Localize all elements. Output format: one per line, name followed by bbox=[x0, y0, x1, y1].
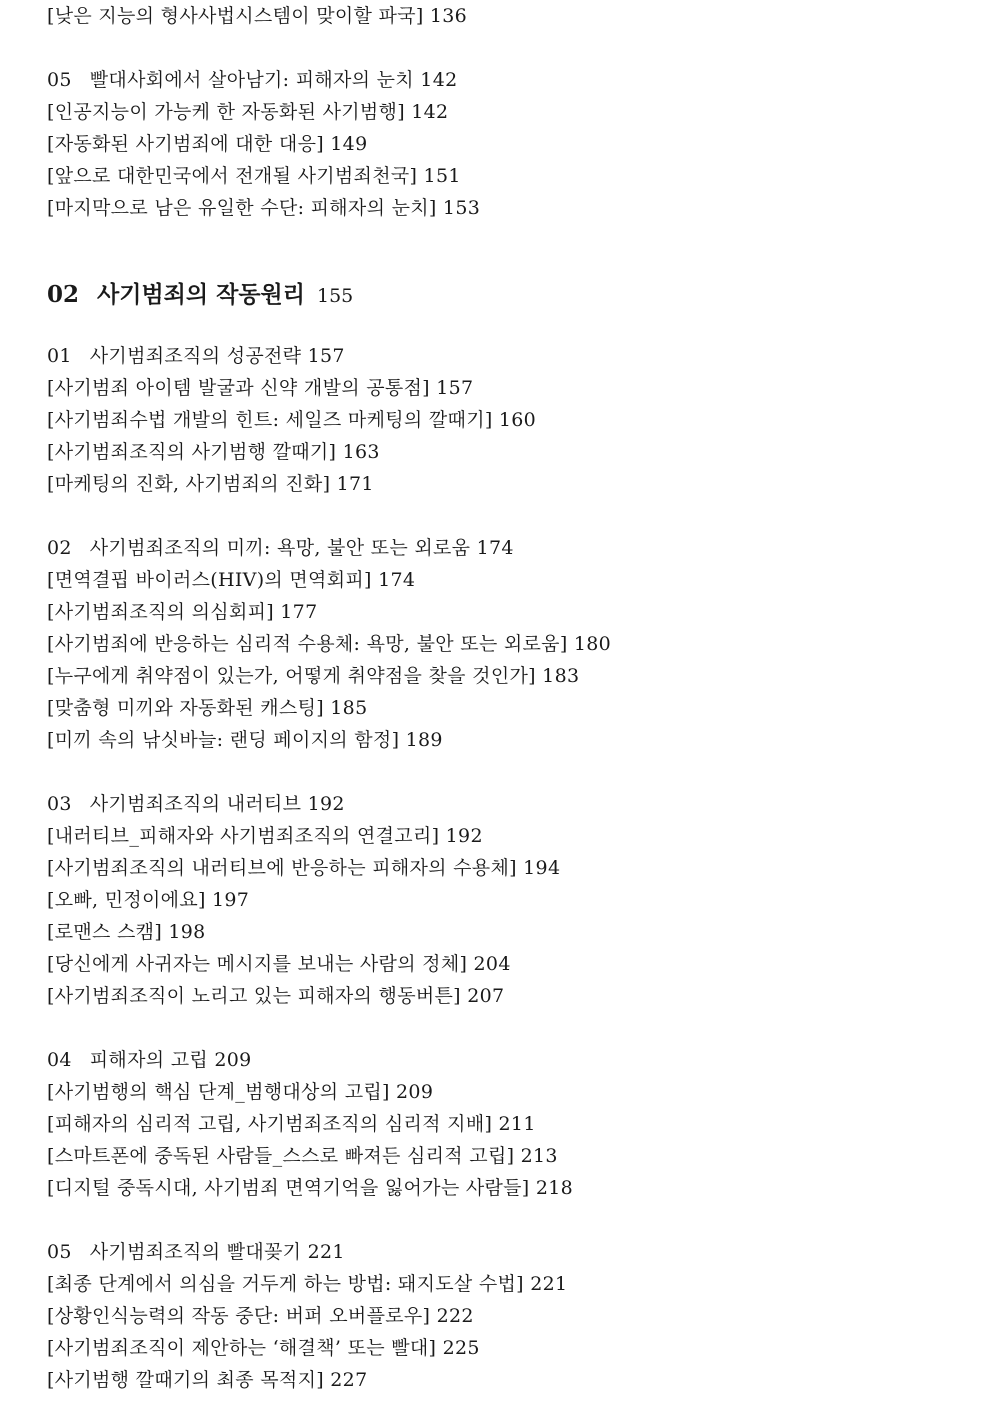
toc-entry: [사기범행 깔때기의 최종 목적지] 227 bbox=[47, 1369, 368, 1391]
toc-section bbox=[47, 340, 967, 500]
section-number: 05 bbox=[47, 1241, 72, 1263]
section-title: 사기범죄조직의 빨대꽂기 221 bbox=[89, 1241, 345, 1263]
chapter-title: 사기범죄의 작동원리 bbox=[97, 281, 305, 308]
section-title: 사기범죄조직의 내러티브 192 bbox=[89, 793, 345, 815]
toc-entry: [사기범죄수법 개발의 힌트: 세일즈 마케팅의 깔때기] 160 bbox=[47, 409, 537, 431]
toc-entry: [누구에게 취약점이 있는가, 어떻게 취약점을 찾을 것인가] 183 bbox=[47, 665, 580, 687]
toc-entry: [최종 단계에서 의심을 거두게 하는 방법: 돼지도살 수법] 221 bbox=[47, 1273, 568, 1295]
toc-entry: [로맨스 스캠] 198 bbox=[47, 921, 206, 943]
toc-entry: [사기범죄조직의 의심회피] 177 bbox=[47, 601, 318, 623]
toc-entry: [면역결핍 바이러스(HIV)의 면역회피] 174 bbox=[47, 569, 416, 591]
chapter-page: 155 bbox=[317, 285, 354, 307]
toc-entry: [사기범행의 핵심 단계_범행대상의 고립] 209 bbox=[47, 1081, 434, 1103]
toc-entry: [사기범죄조직이 노리고 있는 피해자의 행동버튼] 207 bbox=[47, 985, 505, 1007]
section-title: 피해자의 고립 209 bbox=[89, 1049, 252, 1071]
toc-top-block bbox=[47, 0, 967, 32]
toc-entry: [당신에게 사귀자는 메시지를 보내는 사람의 정체] 204 bbox=[47, 953, 511, 975]
section-heading bbox=[47, 340, 967, 372]
section-number: 04 bbox=[47, 1049, 72, 1071]
toc-section bbox=[47, 788, 967, 1012]
toc-entry: [인공지능이 가능케 한 자동화된 사기범행] 142 bbox=[47, 101, 449, 123]
section-heading bbox=[47, 1236, 967, 1268]
toc-entry: [자동화된 사기범죄에 대한 대응] 149 bbox=[47, 133, 368, 155]
toc-section bbox=[47, 1044, 967, 1204]
toc-section bbox=[47, 532, 967, 756]
toc-entry: [사기범죄조직의 내러티브에 반응하는 피해자의 수용체] 194 bbox=[47, 857, 561, 879]
section-heading bbox=[47, 788, 967, 820]
section-title: 빨대사회에서 살아남기: 피해자의 눈치 142 bbox=[89, 69, 458, 91]
section-number: 05 bbox=[47, 69, 72, 91]
section-title: 사기범죄조직의 미끼: 욕망, 불안 또는 외로움 174 bbox=[89, 537, 514, 559]
toc-entry: [사기범죄에 반응하는 심리적 수용체: 욕망, 불안 또는 외로움] 180 bbox=[47, 633, 612, 655]
toc-entry: [마케팅의 진화, 사기범죄의 진화] 171 bbox=[47, 473, 374, 495]
toc-entry: [디지털 중독시대, 사기범죄 면역기억을 잃어가는 사람들] 218 bbox=[47, 1177, 574, 1199]
toc-entry: [사기범죄 아이템 발굴과 신약 개발의 공통점] 157 bbox=[47, 377, 474, 399]
toc-entry: [상황인식능력의 작동 중단: 버퍼 오버플로우] 222 bbox=[47, 1305, 474, 1327]
section-heading bbox=[47, 532, 967, 564]
section-heading bbox=[47, 1044, 967, 1076]
section-number: 02 bbox=[47, 537, 72, 559]
toc-entry: [마지막으로 남은 유일한 수단: 피해자의 눈치] 153 bbox=[47, 197, 481, 219]
toc-entry: [앞으로 대한민국에서 전개될 사기범죄천국] 151 bbox=[47, 165, 461, 187]
section-title: 사기범죄조직의 성공전략 157 bbox=[89, 345, 345, 367]
toc-section bbox=[47, 1236, 967, 1396]
toc-entry: [맞춤형 미끼와 자동화된 캐스팅] 185 bbox=[47, 697, 368, 719]
chapter-number: 02 bbox=[47, 281, 80, 308]
section-heading bbox=[47, 64, 967, 96]
toc-entry: [사기범죄조직의 사기범행 깔때기] 163 bbox=[47, 441, 380, 463]
toc-entry: [사기범죄조직이 제안하는 ‘해결책’ 또는 빨대] 225 bbox=[47, 1337, 480, 1359]
toc-entry: [내러티브_피해자와 사기범죄조직의 연결고리] 192 bbox=[47, 825, 483, 847]
toc-entry: [낮은 지능의 형사사법시스템이 맞이할 파국] 136 bbox=[47, 5, 468, 27]
toc-page bbox=[47, 0, 967, 1396]
toc-entry: [스마트폰에 중독된 사람들_스스로 빠져든 심리적 고립] 213 bbox=[47, 1145, 558, 1167]
toc-entry: [피해자의 심리적 고립, 사기범죄조직의 심리적 지배] 211 bbox=[47, 1113, 536, 1135]
section-number: 01 bbox=[47, 345, 72, 367]
chapter-heading bbox=[47, 275, 967, 315]
section-number: 03 bbox=[47, 793, 72, 815]
toc-entry: [오빠, 민정이에요] 197 bbox=[47, 889, 250, 911]
toc-entry: [미끼 속의 낚싯바늘: 랜딩 페이지의 함정] 189 bbox=[47, 729, 443, 751]
toc-section bbox=[47, 64, 967, 224]
